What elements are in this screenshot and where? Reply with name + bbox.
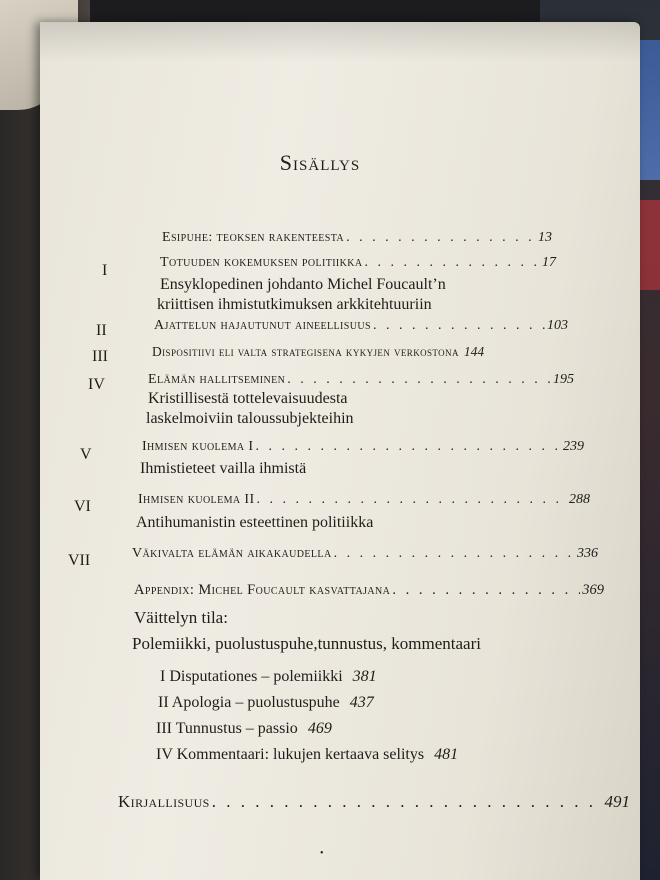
toc-page-number: 336 bbox=[577, 546, 598, 561]
toc-roman-numeral: V bbox=[80, 446, 92, 463]
toc-appendix-part bbox=[156, 746, 458, 764]
page-title: Sisällys bbox=[279, 150, 361, 175]
toc-entry-vii bbox=[132, 546, 598, 562]
toc-leader-dots bbox=[373, 318, 545, 334]
toc-entry-bibliography bbox=[118, 780, 630, 824]
toc-subtitle: Polemiikki, puolustuspuhe,tunnustus, kommentaari bbox=[132, 634, 481, 653]
toc-page-number: 381 bbox=[352, 668, 377, 685]
toc-subtitle: laskelmoiviin taloussubjekteihin bbox=[146, 410, 354, 427]
toc-entry-v bbox=[142, 439, 584, 455]
toc-part-label: III Tunnustus – passio bbox=[156, 720, 298, 737]
toc-appendix-part bbox=[160, 668, 377, 686]
toc-entry-iv bbox=[148, 372, 574, 388]
toc-heading: Totuuden kokemuksen politiikka bbox=[160, 255, 363, 270]
toc-page-number: 195 bbox=[553, 372, 574, 387]
toc-roman-numeral: VII bbox=[68, 552, 91, 569]
toc-page-number: 491 bbox=[604, 792, 630, 811]
toc-page-number: 144 bbox=[463, 344, 485, 359]
page-shadow bbox=[40, 22, 640, 62]
toc-page-number: 103 bbox=[547, 318, 568, 333]
toc-leader-dots bbox=[334, 546, 575, 562]
toc-roman-numeral: III bbox=[92, 348, 108, 365]
toc-roman-numeral: II bbox=[96, 322, 107, 339]
toc-page-number: 17 bbox=[542, 255, 556, 270]
toc-page-number: 13 bbox=[538, 230, 552, 245]
toc-subtitle: Ensyklopedinen johdanto Michel Foucault’n bbox=[160, 276, 446, 293]
toc-heading: Ihmisen kuolema II bbox=[138, 492, 255, 507]
toc-heading: Esipuhe: teoksen rakenteesta bbox=[162, 230, 345, 245]
toc-leader-dots bbox=[346, 230, 536, 246]
toc-subtitle: kriittisen ihmistutkimuksen arkkitehtuuriin bbox=[157, 296, 432, 313]
toc-subtitle: Kristillisestä tottelevaisuudesta bbox=[148, 390, 348, 407]
toc-heading: Elämän hallitseminen bbox=[148, 372, 286, 387]
toc-entry-vi bbox=[138, 492, 590, 508]
toc-leader-dots bbox=[392, 582, 580, 599]
toc-leader-dots bbox=[287, 372, 551, 388]
toc-leader-dots bbox=[212, 792, 603, 812]
toc-roman-numeral: IV bbox=[88, 376, 105, 393]
toc-entry-esipuhe bbox=[162, 230, 552, 246]
toc-page-number: 369 bbox=[582, 582, 604, 598]
toc-entry-iii bbox=[152, 344, 602, 360]
toc-roman-numeral: I bbox=[102, 262, 108, 279]
toc-heading: Väkivalta elämän aikakaudella bbox=[132, 546, 332, 561]
toc-page-number: 481 bbox=[434, 746, 459, 763]
toc-page-number: 437 bbox=[349, 694, 374, 711]
toc-page-number: 469 bbox=[307, 720, 332, 737]
toc-leader-dots bbox=[257, 492, 567, 508]
toc-leader-dots bbox=[255, 439, 561, 455]
toc-part-label: II Apologia – puolustuspuhe bbox=[158, 694, 340, 711]
toc-subtitle: Väittelyn tila: bbox=[134, 608, 228, 627]
toc-entry-appendix bbox=[134, 582, 604, 599]
toc-heading: Appendix: Michel Foucault kasvattajana bbox=[134, 582, 391, 598]
toc-subtitle: Ihmistieteet vailla ihmistä bbox=[140, 460, 307, 477]
page-dot-mark: • bbox=[320, 848, 324, 859]
toc-subtitle: Antihumanistin esteettinen politiikka bbox=[136, 514, 374, 531]
toc-part-label: IV Kommentaari: lukujen kertaava selitys bbox=[156, 746, 425, 763]
toc-page-number: 288 bbox=[569, 492, 590, 507]
toc-entry-i bbox=[160, 255, 556, 271]
toc-roman-numeral: VI bbox=[74, 498, 91, 515]
toc-part-label: I Disputationes – polemiikki bbox=[160, 668, 343, 685]
toc-appendix-part bbox=[156, 720, 332, 738]
toc-heading: Ajattelun hajautunut aineellisuus bbox=[154, 318, 371, 333]
toc-heading: Dispositiivi eli valta strategisena kykyjen verkostona bbox=[152, 344, 459, 359]
toc-heading: Kirjallisuus bbox=[118, 792, 210, 811]
toc-heading: Ihmisen kuolema I bbox=[142, 439, 254, 454]
toc-page-number: 239 bbox=[563, 439, 584, 454]
toc-leader-dots bbox=[365, 255, 540, 271]
toc-appendix-part bbox=[158, 694, 374, 712]
toc-entry-ii bbox=[154, 318, 568, 334]
